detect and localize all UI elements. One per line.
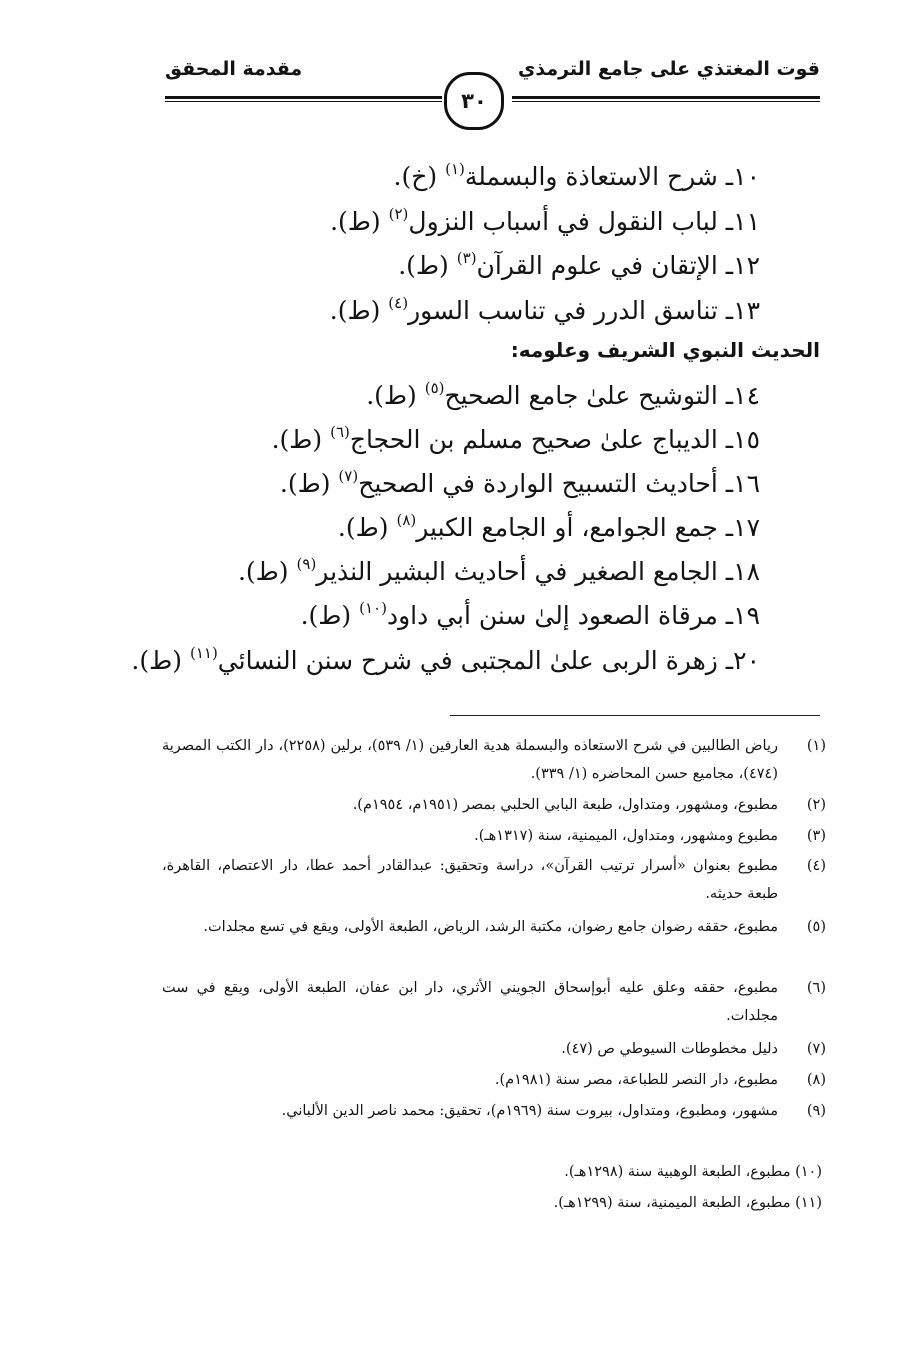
footnote <box>162 913 826 941</box>
list-item: ١٧ـ جمع الجوامع، أو الجامع الكبير$^{(٨)}$ (ط). <box>337 511 760 542</box>
list-item: ١٥ـ الديباج علىٰ صحيح مسلم بن الحجاج$^{(٦)}$ (ط). <box>271 423 760 454</box>
footnote-number: (٨) <box>806 1072 826 1088</box>
footnote <box>162 732 826 788</box>
list-item: ٢٠ـ زهرة الربى علىٰ المجتبى في شرح سنن النسائي$^{(١١)}$ (ط). <box>131 644 760 675</box>
footnote <box>162 791 826 819</box>
footnote-text: مطبوع، الطبعة الوهبية سنة (١٢٩٨هـ). <box>564 1164 791 1180</box>
footnote <box>162 1097 826 1125</box>
running-header-section-title: مقدمة المحقق <box>165 58 303 80</box>
footnote <box>162 974 826 1030</box>
footnote-text: مطبوع، حققه وعلق عليه أبوإسحاق الجويني الأثري، دار ابن عفان، الطبعة الأولى، ويقع في ست مجلدات. <box>162 980 778 1024</box>
footnote-separator <box>450 715 820 716</box>
footnote-number: (١) <box>806 738 826 754</box>
footnote-text: مشهور، ومطبوع، ومتداول، بيروت سنة (١٩٦٩م)، تحقيق: محمد ناصر الدين الألباني. <box>281 1103 778 1119</box>
footnote-text: مطبوع ومشهور، ومتداول، الميمنية، سنة (١٣١٧هـ). <box>474 828 778 844</box>
list-item: ١٨ـ الجامع الصغير في أحاديث البشير النذير$^{(٩)}$ (ط). <box>237 555 760 586</box>
list-item: ١٦ـ أحاديث التسبيح الواردة في الصحيح$^{(٧)}$ (ط). <box>279 467 760 498</box>
footnote-text: مطبوع، دار النصر للطباعة، مصر سنة (١٩٨١م). <box>494 1072 778 1088</box>
footnote <box>162 1066 826 1094</box>
footnote-number: (٥) <box>806 919 826 935</box>
page-number: ٣٠ <box>444 72 504 130</box>
running-header-book-title: قوت المغتذي على جامع الترمذي <box>517 58 820 80</box>
list-item: ١١ـ لباب النقول في أسباب النزول$^{(٢)}$ (ط). <box>330 205 760 236</box>
footnote-text: مطبوع، حققه رضوان جامع رضوان، مكتبة الرشد، الرياض، الطبعة الأولى، ويقع في تسع مجلدات. <box>203 919 778 935</box>
list-item: ١٤ـ التوشيح علىٰ جامع الصحيح$^{(٥)}$ (ط). <box>366 379 760 410</box>
section-heading: الحديث النبوي الشريف وعلومه: <box>510 338 820 362</box>
footnote-text: دليل مخطوطات السيوطي ص (٤٧). <box>561 1041 778 1057</box>
footnote <box>564 1158 822 1186</box>
footnote-number: (٩) <box>806 1103 826 1119</box>
footnote-number: (٧) <box>806 1041 826 1057</box>
footnote-text: رياض الطالبين في شرح الاستعاذه والبسملة هدية العارفين (١/ ٥٣٩)، برلين (٢٢٥٨)، دار الكتب المصرية (٤٧٤)، مجاميع حسن المحاضره (١/ ٣٣٩). <box>162 738 779 782</box>
list-item: ١٢ـ الإتقان في علوم القرآن$^{(٣)}$ (ط). <box>398 249 760 280</box>
list-item: ١٣ـ تناسق الدرر في تناسب السور$^{(٤)}$ (ط). <box>329 294 760 325</box>
footnote <box>162 852 826 908</box>
footnote-number: (٣) <box>806 828 826 844</box>
footnote-number: (٤) <box>806 858 826 874</box>
footnote <box>554 1189 822 1217</box>
footnote-number: (١٠) <box>795 1164 822 1180</box>
footnote-text: مطبوع بعنوان «أسرار ترتيب القرآن»، دراسة وتحقيق: عبدالقادر أحمد عطا، دار الاعتصام، القاهرة، طبعة حديثه. <box>162 858 778 902</box>
footnote-text: مطبوع، ومشهور، ومتداول، طبعة البابي الحلبي بمصر (١٩٥١م، ١٩٥٤م). <box>352 797 778 813</box>
footnote-number: (١١) <box>795 1195 822 1211</box>
list-item: ١٩ـ مرقاة الصعود إلىٰ سنن أبي داود$^{(١٠)}$ (ط). <box>300 599 760 630</box>
footnote-number: (٦) <box>806 980 826 996</box>
header-rule-right <box>512 96 820 102</box>
footnote <box>162 1035 826 1063</box>
header-rule-left <box>165 96 442 102</box>
footnote-text: مطبوع، الطبعة الميمنية، سنة (١٢٩٩هـ). <box>553 1195 791 1211</box>
list-item: ١٠ـ شرح الاستعاذة والبسملة$^{(١)}$ (خ). <box>393 160 760 191</box>
footnote-number: (٢) <box>806 797 826 813</box>
footnote <box>162 822 826 850</box>
